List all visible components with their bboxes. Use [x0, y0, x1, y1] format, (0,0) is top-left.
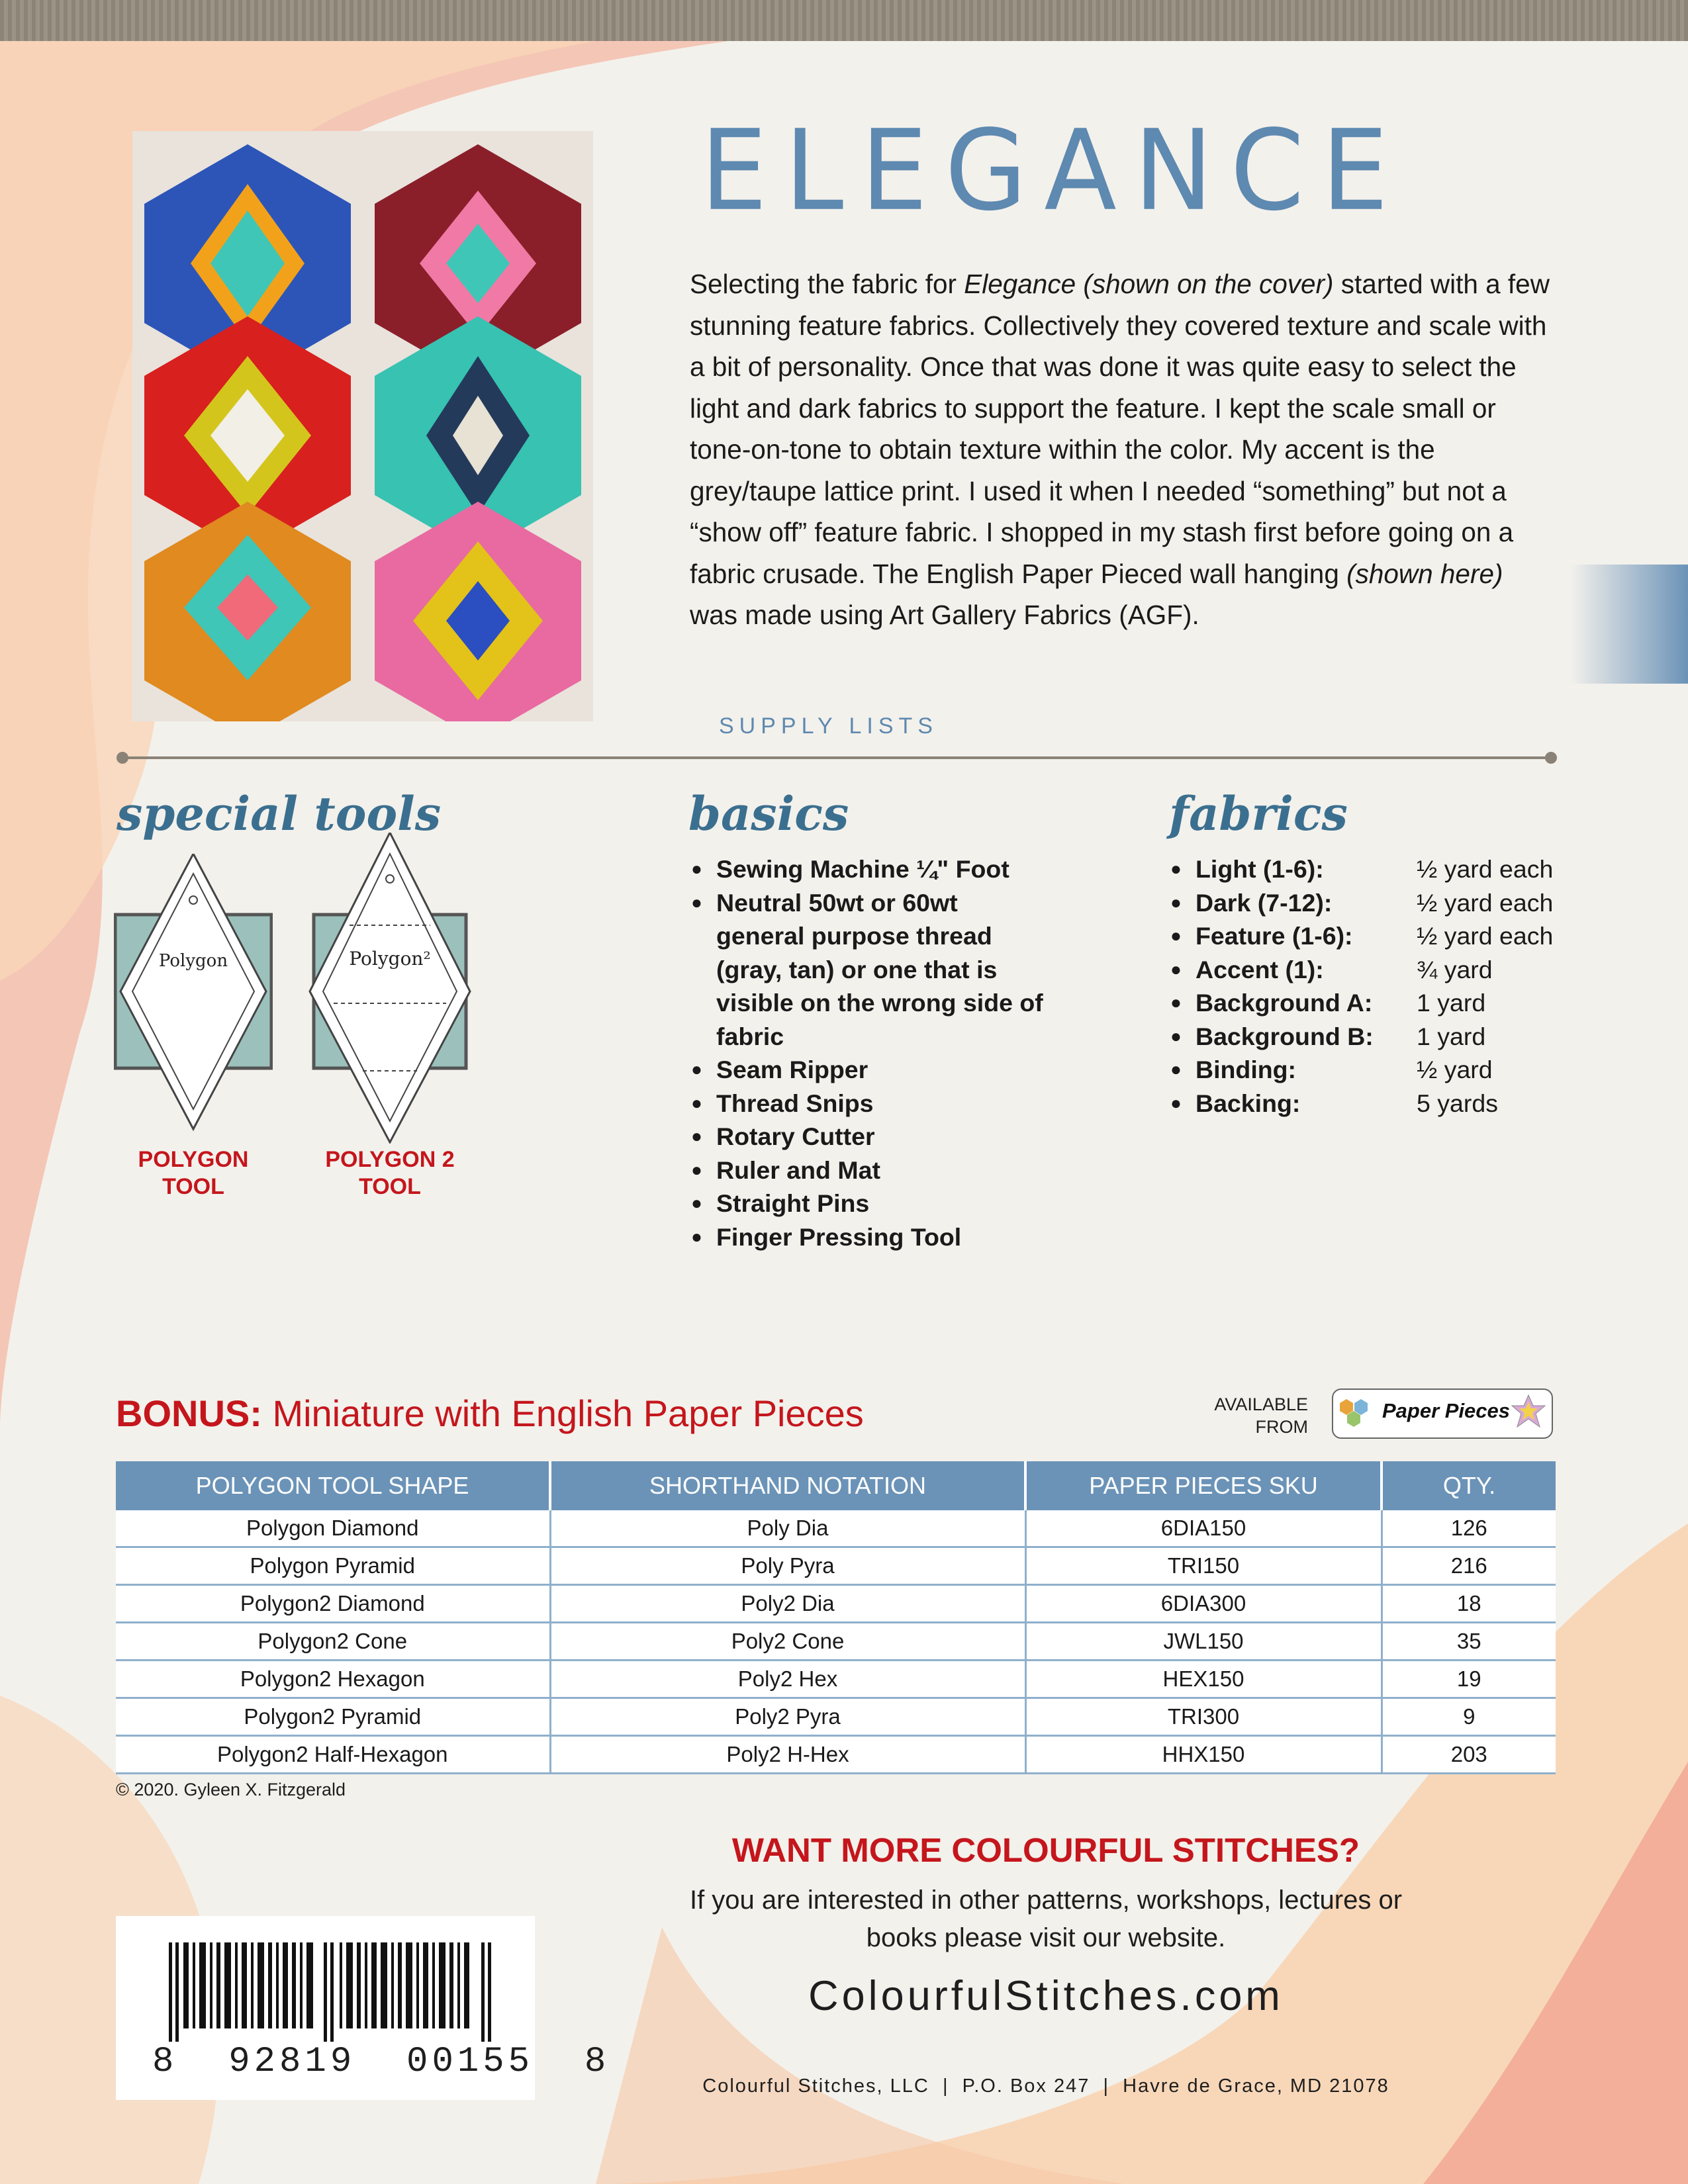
hexagon-cluster-icon [1337, 1398, 1374, 1428]
cta-heading: WANT MORE COLOURFUL STITCHES? [731, 1831, 1360, 1869]
page-title: ELEGANCE [700, 105, 1406, 236]
cta-body: If you are interested in other patterns, workshops, lectures or books please visit our website. [689, 1886, 1403, 1952]
mailing-address: Colourful Stitches, LLC | P.O. Box 247 | Havre de Grace, MD 21078 [702, 2075, 1389, 2097]
quilt-photo [132, 131, 593, 721]
polygon-tool-label: POLYGON TOOL [138, 1147, 249, 1199]
table-row [116, 1736, 1556, 1774]
polygon-tool-image [114, 854, 273, 1132]
sku-table [116, 1461, 1556, 1774]
copyright-notice: © 2020. Gyleen X. Fitzgerald [116, 1780, 346, 1799]
top-border-band [0, 0, 1688, 41]
table-cell: 6DIA150 [1025, 1510, 1382, 1547]
list-item: ● Finger Pressing Tool [691, 1220, 1049, 1254]
table-row [116, 1547, 1556, 1585]
list-item: ● Rotary Cutter [691, 1120, 1049, 1154]
list-item: ● Light (1-6): ½ yard each [1170, 852, 1568, 886]
table-row [116, 1698, 1556, 1736]
table-cell: Poly2 Pyra [550, 1698, 1025, 1736]
table-row [116, 1510, 1556, 1547]
table-cell: 9 [1382, 1698, 1556, 1736]
list-item: ● Seam Ripper [691, 1053, 1049, 1087]
column-header: POLYGON TOOL SHAPE [116, 1461, 550, 1510]
table-cell: TRI150 [1025, 1547, 1382, 1585]
basics-heading: basics [688, 786, 849, 841]
table-cell: 203 [1382, 1736, 1556, 1774]
table-cell: 19 [1382, 1661, 1556, 1698]
table-row [116, 1585, 1556, 1623]
table-row [116, 1623, 1556, 1661]
paper-pieces-logo-text: Paper Pieces [1382, 1399, 1511, 1422]
intro-paragraph: Selecting the fabric for Elegance (shown on the cover) started with a few stunning feature fabrics. Collectively they covered texture and scale with a bit of personality. Once that was done it was quite easy to select the light and dark fabrics to support the feature. I kept the scale small or tone-on-tone to obtain texture within the color. My accent is the grey/taupe lattice print. I used it when I needed “something” but not a “show off” feature fabric. I shopped in my stash first before going on a fabric crusade. The English Paper Pieced wall hanging (shown here) was made using Art Gallery Fabrics (AGF). [690, 269, 1550, 630]
table-cell: Poly2 Cone [550, 1623, 1025, 1661]
column-header: QTY. [1382, 1461, 1556, 1510]
table-cell: Poly Dia [550, 1510, 1025, 1547]
table-cell: Polygon2 Diamond [116, 1585, 550, 1623]
table-cell: Polygon2 Pyramid [116, 1698, 550, 1736]
table-cell: TRI300 [1025, 1698, 1382, 1736]
table-cell: HHX150 [1025, 1736, 1382, 1774]
polygon-2-tool-label: POLYGON 2 TOOL [325, 1147, 455, 1199]
table-cell: Polygon Diamond [116, 1510, 550, 1547]
table-cell: Polygon Pyramid [116, 1547, 550, 1585]
list-item: ● Neutral 50wt or 60wt general purpose thread (gray, tan) or one that is visible on the wrong side of fabric [691, 886, 1049, 1054]
table-cell: JWL150 [1025, 1623, 1382, 1661]
list-item: ● Straight Pins [691, 1187, 1049, 1220]
svg-text:Polygon: Polygon [158, 951, 228, 971]
list-item: ● Thread Snips [691, 1087, 1049, 1120]
list-item: ● Accent (1): ¾ yard [1170, 953, 1568, 987]
special-tools-heading: special tools [117, 786, 442, 841]
table-header-row [116, 1461, 1556, 1510]
divider-dot-right [1545, 752, 1557, 764]
svg-text:Polygon²: Polygon² [349, 948, 431, 970]
table-cell: Polygon2 Hexagon [116, 1661, 550, 1698]
website-link[interactable]: ColourfulStitches.com [808, 1973, 1284, 2019]
basics-list [691, 852, 1049, 1253]
list-item: ● Sewing Machine ¼" Foot [691, 852, 1049, 886]
column-header: PAPER PIECES SKU [1025, 1461, 1382, 1510]
table-cell: Poly Pyra [550, 1547, 1025, 1585]
barcode-bars [169, 1942, 493, 2042]
barcode-number: 8 92819 00155 8 [152, 2042, 610, 2082]
table-cell: Polygon2 Cone [116, 1623, 550, 1661]
list-item: ● Binding: ½ yard [1170, 1053, 1568, 1087]
table-cell: Polygon2 Half-Hexagon [116, 1736, 550, 1774]
table-cell: 18 [1382, 1585, 1556, 1623]
list-item: ● Background A: 1 yard [1170, 986, 1568, 1020]
available-from-label: AVAILABLE FROM [1214, 1394, 1308, 1437]
supply-lists-label: SUPPLY LISTS [719, 713, 938, 739]
table-cell: Poly2 Hex [550, 1661, 1025, 1698]
table-row [116, 1661, 1556, 1698]
list-item: ● Backing: 5 yards [1170, 1087, 1568, 1120]
list-item: ● Dark (7-12): ½ yard each [1170, 886, 1568, 920]
divider-dot-left [117, 752, 128, 764]
side-tab-decoration [1570, 565, 1688, 684]
table-cell: HEX150 [1025, 1661, 1382, 1698]
table-cell: Poly2 Dia [550, 1585, 1025, 1623]
column-header: SHORTHAND NOTATION [550, 1461, 1025, 1510]
table-cell: 126 [1382, 1510, 1556, 1547]
table-cell: 35 [1382, 1623, 1556, 1661]
star-icon [1511, 1394, 1546, 1430]
list-item: ● Background B: 1 yard [1170, 1020, 1568, 1054]
table-cell: Poly2 H-Hex [550, 1736, 1025, 1774]
table-cell: 6DIA300 [1025, 1585, 1382, 1623]
bonus-heading: BONUS: Miniature with English Paper Pieces [116, 1392, 864, 1434]
list-item: ● Ruler and Mat [691, 1154, 1049, 1187]
table-cell: 216 [1382, 1547, 1556, 1585]
fabrics-heading: fabrics [1169, 786, 1348, 841]
polygon-2-tool-image [303, 833, 477, 1144]
list-item: ● Feature (1-6): ½ yard each [1170, 919, 1568, 953]
supply-divider [122, 756, 1552, 759]
fabrics-list [1170, 852, 1568, 1120]
